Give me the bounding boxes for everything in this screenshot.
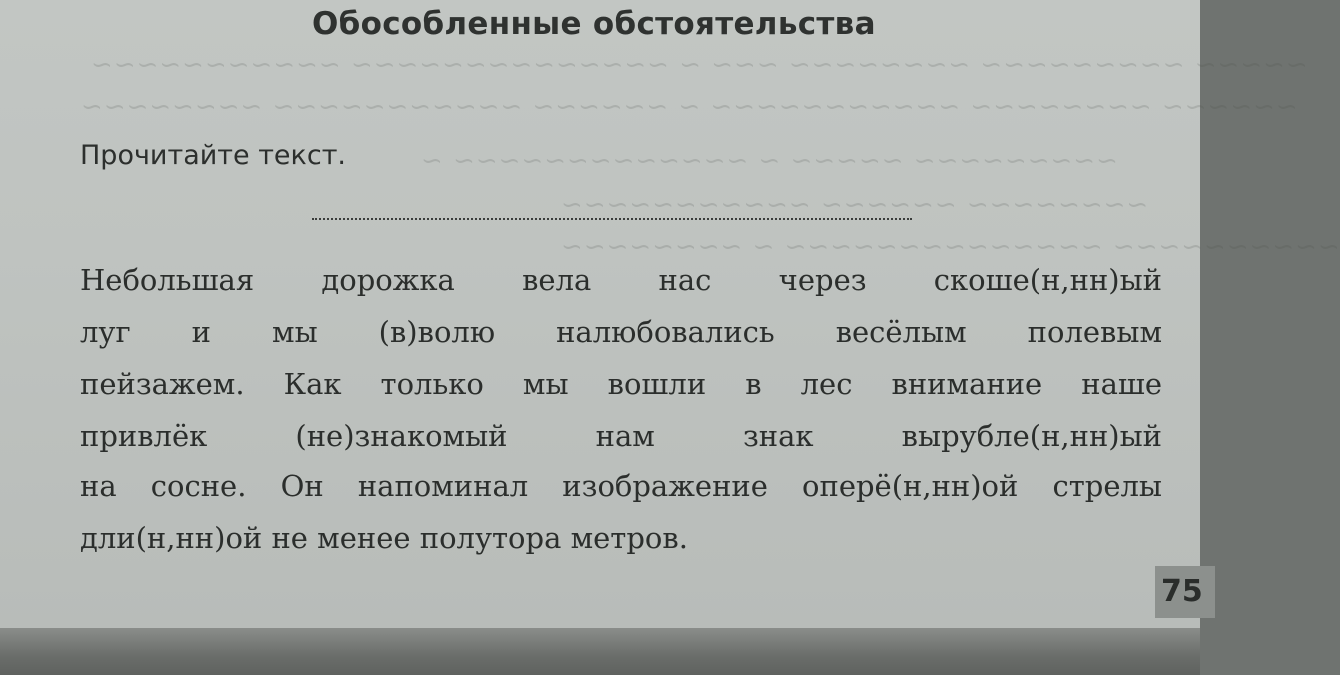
bleed-through-texture: ~~~~~~~~~~ ~~~~~~~~~~~~~~ ~ ~~~~~~~~ [560,232,1340,262]
passage-line: дли(н,нн)ой не менее полутора метров. [80,521,688,555]
page-title: Обособленные обстоятельства [312,6,876,42]
bleed-through-texture: ~~~~~~ ~~~~~~~~ ~~~~~~~~~~~ ~ ~~~~~~ ~~~~~~~~~~~ ~~~~~~~~ [80,92,1298,122]
page-edge-shadow [0,628,1200,675]
bleed-through-texture: ~~~~~~~~~ ~~~~~ ~ ~~~~~~~~~~~~~ ~ [420,146,1118,176]
bleed-through-texture: ~~~~~ ~~~~~~~~~ ~~~~~~~~ ~~~ ~ ~~~~~~~~~~~~~~ ~~~~~~~~~~~ [90,50,1308,80]
bleed-through-texture: ~~~~~~~~ ~~~~~~ ~~~~~~~~~~~ [560,190,1149,220]
page-number: 75 [1155,566,1215,618]
passage-line: пейзажем. Как только мы вошли в лес внимание наше [80,367,1162,401]
passage-line: привлёк (не)знакомый нам знак вырубле(н,нн)ый [80,419,1162,453]
dotted-answer-line [312,218,912,220]
passage-line: Небольшая дорожка вела нас через скоше(н,нн)ый [80,263,1162,297]
instruction-text: Прочитайте текст. [80,140,347,171]
passage-line: на сосне. Он напоминал изображение оперё(н,нн)ой стрелы [80,469,1162,503]
passage-line: луг и мы (в)волю налюбовались весёлым полевым [80,315,1162,349]
